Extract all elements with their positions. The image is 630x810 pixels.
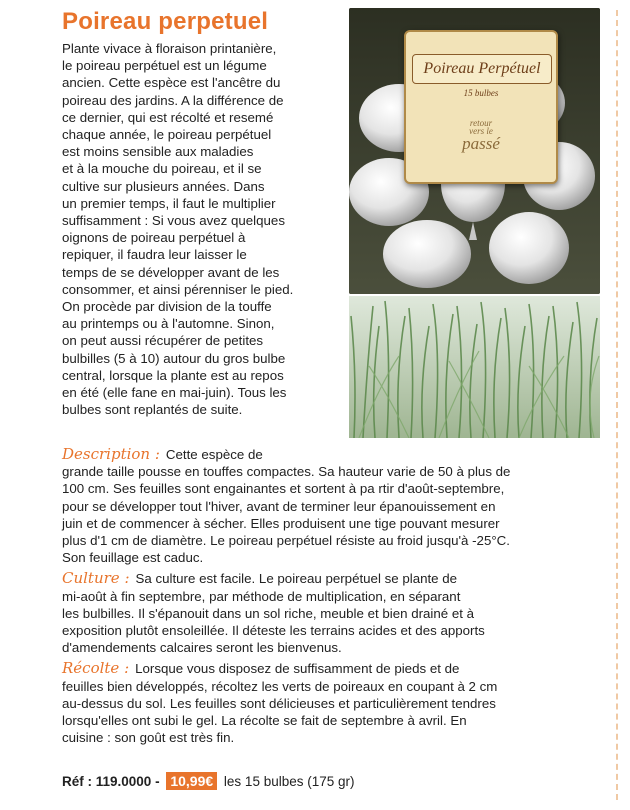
intro-line: ce dernier, qui est récolté et resemé bbox=[62, 109, 274, 125]
reference-line bbox=[62, 772, 355, 790]
culture-line: mi-août à fin septembre, par méthode de multiplication, en séparant bbox=[62, 588, 461, 604]
intro-line: poireau des jardins. A la différence de bbox=[62, 92, 284, 108]
recolte-heading: Récolte : bbox=[62, 659, 130, 678]
intro-line: un premier temps, il faut le multiplier bbox=[62, 195, 276, 211]
intro-line: oignons de poireau perpétuel à bbox=[62, 230, 246, 246]
description-line: grande taille pousse en touffes compactes. Sa hauteur varie de 50 à plus de bbox=[62, 464, 511, 480]
intro-line: repiquer, il faudra leur laisser le bbox=[62, 247, 247, 263]
intro-line: on peut aussi récupérer de petites bbox=[62, 333, 264, 349]
culture-first-line bbox=[62, 570, 602, 587]
description-line: juin et de commencer à sécher. Elles produisent une tige pouvant mesurer bbox=[62, 515, 500, 531]
leeks-photo bbox=[349, 296, 600, 438]
brand-line-1: retour bbox=[469, 118, 493, 128]
description-line: pour se développer tout l'hiver, avant de terminer leur épanouissement en bbox=[62, 498, 496, 514]
culture-line: Sa culture est facile. Le poireau perpétuel se plante de bbox=[135, 571, 458, 587]
product-title: Poireau perpetuel bbox=[62, 8, 269, 35]
recolte-line: feuilles bien développés, récoltez les verts de poireaux en coupant à 2 cm bbox=[62, 678, 498, 694]
culture-line: d'amendements calcaires seront les bienvenus. bbox=[62, 640, 342, 656]
intro-line: suffisamment : Si vous avez quelques bbox=[62, 213, 285, 229]
intro-line: Plante vivace à floraison printanière, bbox=[62, 41, 277, 56]
intro-line: On procède par division de la touffe bbox=[62, 299, 272, 315]
bulbs-photo bbox=[349, 8, 600, 294]
brand-line-3: passé bbox=[462, 134, 500, 153]
description-line: Son feuillage est caduc. bbox=[62, 550, 204, 566]
recolte-line: Lorsque vous disposez de suffisamment de pieds et de bbox=[135, 661, 460, 677]
seed-packet-label bbox=[404, 30, 558, 184]
description-line: 100 cm. Ses feuilles sont engainantes et sortent à pa rtir d'août-septembre, bbox=[62, 481, 505, 497]
intro-line: chaque année, le poireau perpétuel bbox=[62, 127, 272, 143]
intro-line: cultive sur plusieurs années. Dans bbox=[62, 178, 265, 194]
recolte-line: lorsqu'elles ont subi le gel. La récolte se fait de septembre à avril. En bbox=[62, 713, 467, 729]
intro-line: le poireau perpétuel est un légume bbox=[62, 58, 267, 74]
culture-heading: Culture : bbox=[62, 569, 130, 588]
recolte-line: cuisine : son goût est très fin. bbox=[62, 730, 235, 746]
intro-line: consommer, et ainsi pérenniser le pied. bbox=[62, 281, 294, 297]
intro-line: bulbes sont replantés de suite. bbox=[62, 402, 243, 418]
label-quantity: 15 bulbes bbox=[463, 88, 499, 98]
description-line: plus d'1 cm de diamètre. Le poireau perpétuel résiste au froid jusqu'à -25°C. bbox=[62, 533, 510, 549]
intro-line: en été (elle fane en mai-juin). Tous les bbox=[62, 385, 287, 401]
culture-line: les bulbilles. Il s'épanouit dans un sol riche, meuble et bien drainé et à bbox=[62, 605, 475, 621]
price-badge: 10,99€ bbox=[166, 772, 217, 790]
package-size: les 15 bulbes (175 gr) bbox=[223, 774, 355, 789]
intro-line: ancien. Cette espèce est l'ancêtre du bbox=[62, 75, 281, 91]
description-heading: Description : bbox=[62, 445, 160, 463]
intro-line: au printemps ou à l'automne. Sinon, bbox=[62, 316, 275, 332]
label-brand bbox=[406, 118, 556, 154]
brand-line-2: vers le bbox=[469, 126, 493, 136]
description-line: Cette espèce de bbox=[165, 447, 263, 462]
leek-field-illustration bbox=[349, 296, 600, 438]
description-first-line bbox=[62, 446, 602, 463]
label-product-name: Poireau Perpétuel bbox=[412, 54, 552, 84]
reference-number: Réf : 119.0000 - bbox=[62, 774, 160, 789]
intro-line: central, lorsque la plante est au repos bbox=[62, 367, 284, 383]
intro-line: bulbilles (5 à 10) autour du gros bulbe bbox=[62, 350, 286, 366]
intro-paragraph bbox=[62, 40, 347, 418]
culture-line: exposition plutôt ensoleillée. Il déteste les terrains acides et des apports bbox=[62, 623, 485, 639]
recolte-line: au-dessus du sol. Les feuilles sont délicieuses et particulièrement tendres bbox=[62, 695, 496, 711]
intro-line: et à la mouche du poireau, et il se bbox=[62, 161, 262, 177]
recolte-first-line bbox=[62, 660, 602, 677]
intro-line: temps de se développer avant de les bbox=[62, 264, 280, 280]
page-edge-divider bbox=[616, 10, 618, 800]
intro-line: est moins sensible aux maladies bbox=[62, 144, 254, 160]
details-section bbox=[62, 446, 602, 746]
